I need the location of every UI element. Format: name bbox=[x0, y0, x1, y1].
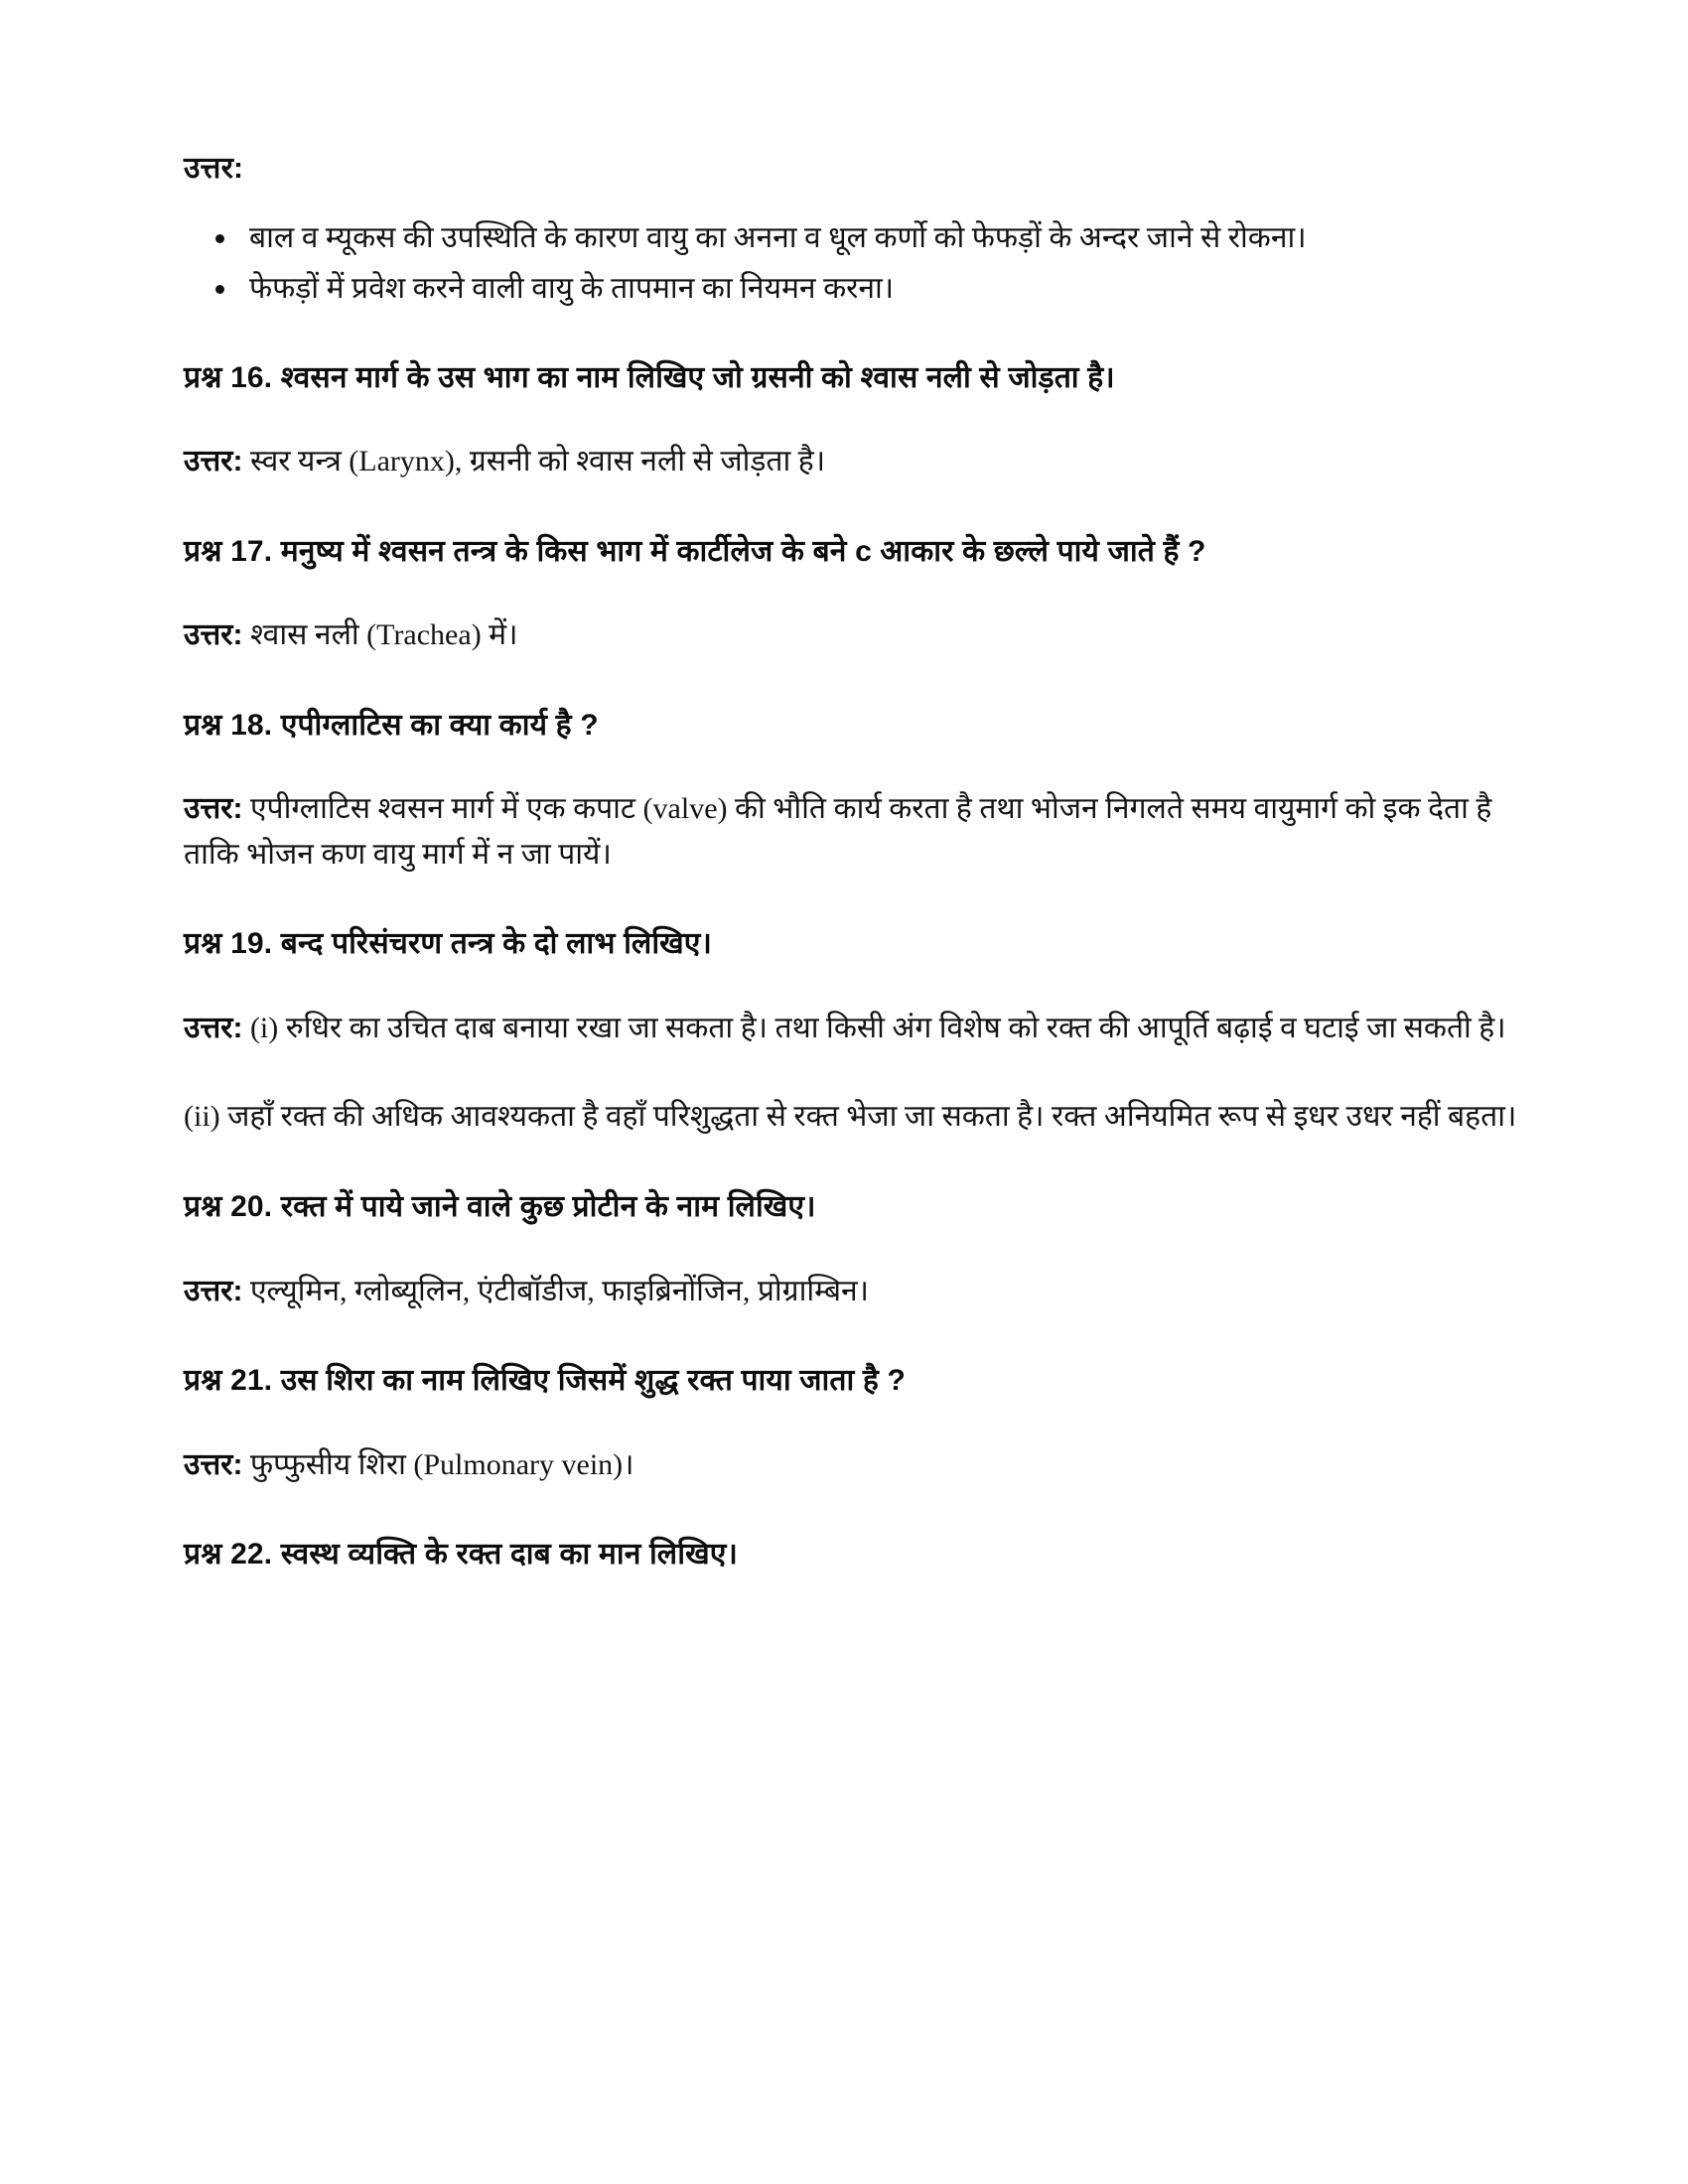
answer-paragraph-19-continued: (ii) जहाँ रक्त की अधिक आवश्यकता है वहाँ परिशुद्धता से रक्त भेजा जा सकता है। रक्त अनियमित रूप से इधर उधर नहीं बहता। bbox=[184, 1100, 1517, 1134]
question-heading-20: प्रश्न 20. रक्त में पाये जाने वाले कुछ प्रोटीन के नाम लिखिए। bbox=[184, 1190, 816, 1224]
question-heading-16: प्रश्न 16. श्वसन मार्ग के उस भाग का नाम लिखिए जो ग्रसनी को श्वास नली से जोड़ता है। bbox=[184, 360, 1115, 394]
answer-label: उत्तर: bbox=[184, 792, 243, 826]
question-heading-22: प्रश्न 22. स्वस्थ व्यक्ति के रक्त दाब का मान लिखिए। bbox=[184, 1538, 739, 1571]
question-heading-21: प्रश्न 21. उस शिरा का नाम लिखिए जिसमें शुद्ध रक्त पाया जाता है ? bbox=[184, 1364, 906, 1398]
question-heading-18: प्रश्न 18. एपीग्लाटिस का क्या कार्य है ? bbox=[184, 708, 599, 742]
answer-label: उत्तर: bbox=[184, 1011, 243, 1044]
answer-paragraph-20 bbox=[184, 1269, 1519, 1314]
answer-paragraph-21 bbox=[184, 1442, 1519, 1488]
answer-text: श्वास नली (Trachea) में। bbox=[249, 618, 518, 652]
answer-text: (i) रुधिर का उचित दाब बनाया रखा जा सकता है। तथा किसी अंग विशेष को रक्त की आपूर्ति बढ़ाई व घटाई जा सकती है। bbox=[249, 1011, 1506, 1044]
answer-text: फुप्फुसीय शिरा (Pulmonary vein)। bbox=[249, 1447, 634, 1481]
answer-text: स्वर यन्त्र (Larynx), ग्रसनी को श्वास नली से जोड़ता है। bbox=[249, 445, 826, 478]
answer-paragraph-16 bbox=[184, 439, 1519, 484]
answer-text: एपीग्लाटिस श्वसन मार्ग में एक कपाट (valve) की भौति कार्य करता है तथा भोजन निगलते समय वायुमार्ग को इक देता है ताकि भोजन कण वायु मार्ग में न जा पायें। bbox=[184, 792, 1492, 871]
answer-bullet-list bbox=[184, 215, 1519, 311]
answer-heading: उत्तर: bbox=[184, 152, 244, 185]
answer-paragraph-18 bbox=[184, 786, 1519, 877]
list-item: फेफड़ों में प्रवेश करने वाली वायु के तापमान का नियमन करना। bbox=[184, 266, 1519, 311]
answer-text: एल्यूमिन, ग्लोब्यूलिन, एंटीबॉडीज, फाइब्रिनोंजिन, प्रोग्राम्बिन। bbox=[249, 1274, 870, 1307]
answer-label: उत्तर: bbox=[184, 1447, 243, 1481]
list-item: बाल व म्यूकस की उपस्थिति के कारण वायु का अनना व धूल कर्णो को फेफड़ों के अन्दर जाने से रोकना। bbox=[184, 215, 1519, 260]
answer-label: उत्तर: bbox=[184, 445, 243, 478]
question-heading-19: प्रश्न 19. बन्द परिसंचरण तन्त्र के दो लाभ लिखिए। bbox=[184, 927, 713, 961]
answer-paragraph-17 bbox=[184, 613, 1519, 658]
answer-paragraph-19 bbox=[184, 1006, 1519, 1051]
document-body bbox=[184, 149, 1519, 1576]
answer-label: उत्तर: bbox=[184, 1274, 243, 1307]
answer-label: उत्तर: bbox=[184, 618, 243, 652]
question-heading-17: प्रश्न 17. मनुष्य में श्वसन तन्त्र के किस भाग में कार्टीलेज के बने c आकार के छल्ले पाये जाते हैं ? bbox=[184, 534, 1206, 568]
